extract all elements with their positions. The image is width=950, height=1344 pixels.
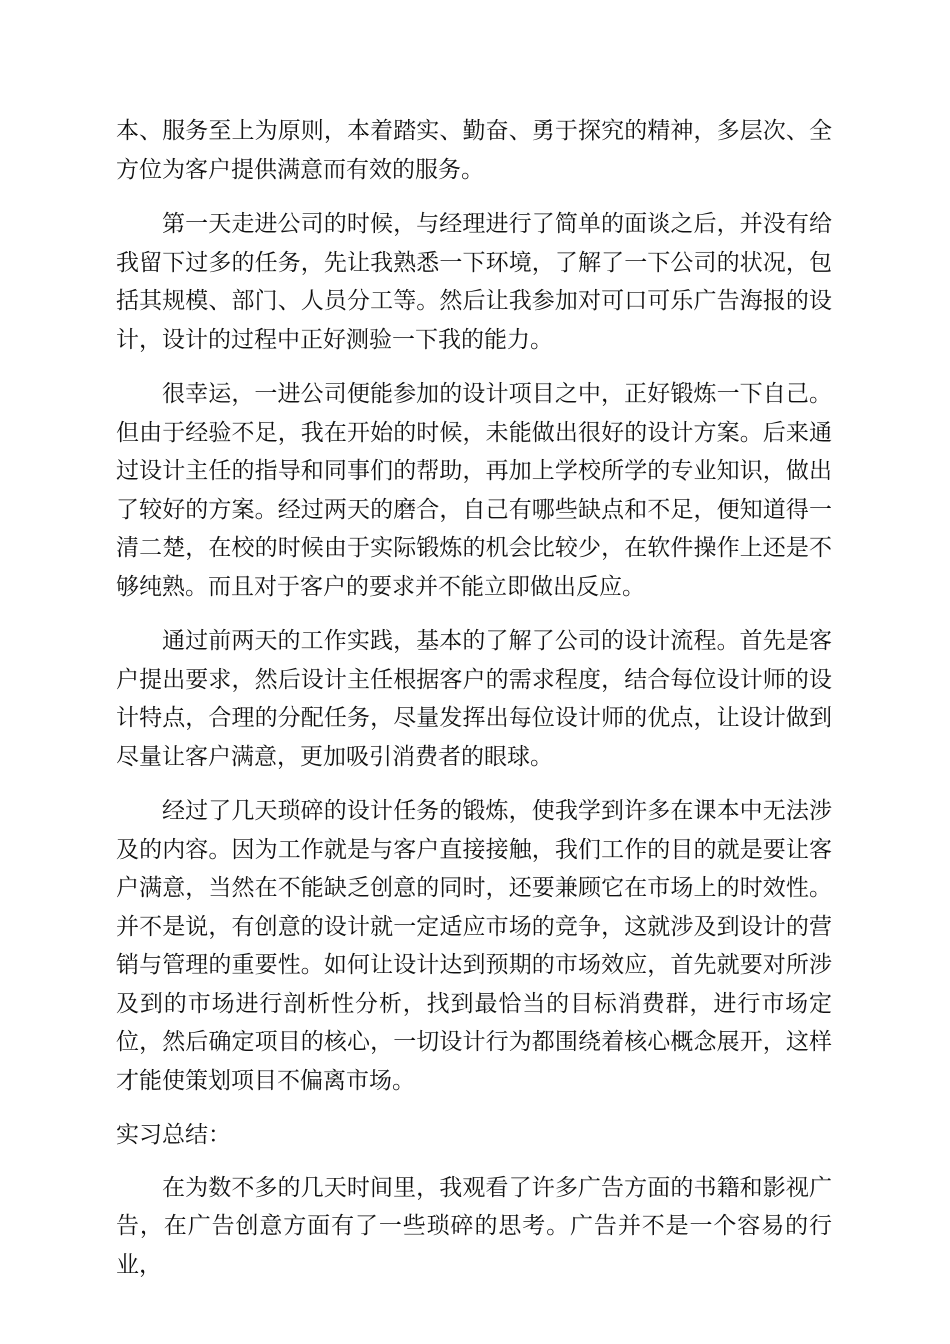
paragraph-lucky: 很幸运，一进公司便能参加的设计项目之中，正好锻炼一下自己。但由于经验不足，我在开始的时候，未能做出很好的设计方案。后来通过设计主任的指导和同事们的帮助，再加上学校所学的专业知识，做出了较好的方案。经过两天的磨合，自己有哪些缺点和不足，便知道得一清二楚，在校的时候由于实际锻炼的机会比较少，在软件操作上还是不够纯熟。而且对于客户的要求并不能立即做出反应。 [116,381,832,600]
section-heading-summary: 实习总结： [116,1122,231,1148]
document-body [116,112,832,1300]
paragraph-training: 经过了几天琐碎的设计任务的锻炼，使我学到许多在课本中无法涉及的内容。因为工作就是与客户直接接触，我们工作的目的就是要让客户满意，当然在不能缺乏创意的同时，还要兼顾它在市场上的时效性。并不是说，有创意的设计就一定适应市场的竞争，这就涉及到设计的营销与管理的重要性。如何让设计达到预期的市场效应，首先就要对所涉及到的市场进行剖析性分析，找到最恰当的目标消费群，进行市场定位，然后确定项目的核心，一切设计行为都围绕着核心概念展开，这样才能使策划项目不偏离市场。 [116,798,832,1094]
paragraph-design-process: 通过前两天的工作实践，基本的了解了公司的设计流程。首先是客户提出要求，然后设计主任根据客户的需求程度，结合每位设计师的设计特点，合理的分配任务，尽量发挥出每位设计师的优点，让设计做到尽量让客户满意，更加吸引消费者的眼球。 [116,628,832,770]
paragraph-continued: 本、服务至上为原则，本着踏实、勤奋、勇于探究的精神，多层次、全方位为客户提供满意而有效的服务。 [116,118,832,183]
paragraph-summary: 在为数不多的几天时间里，我观看了许多广告方面的书籍和影视广告，在广告创意方面有了一些琐碎的思考。广告并不是一个容易的行业， [116,1174,832,1278]
paragraph-first-day: 第一天走进公司的时候，与经理进行了简单的面谈之后，并没有给我留下过多的任务，先让我熟悉一下环境，了解了一下公司的状况，包括其规模、部门、人员分工等。然后让我参加对可口可乐广告海报的设计，设计的过程中正好测验一下我的能力。 [116,211,832,353]
